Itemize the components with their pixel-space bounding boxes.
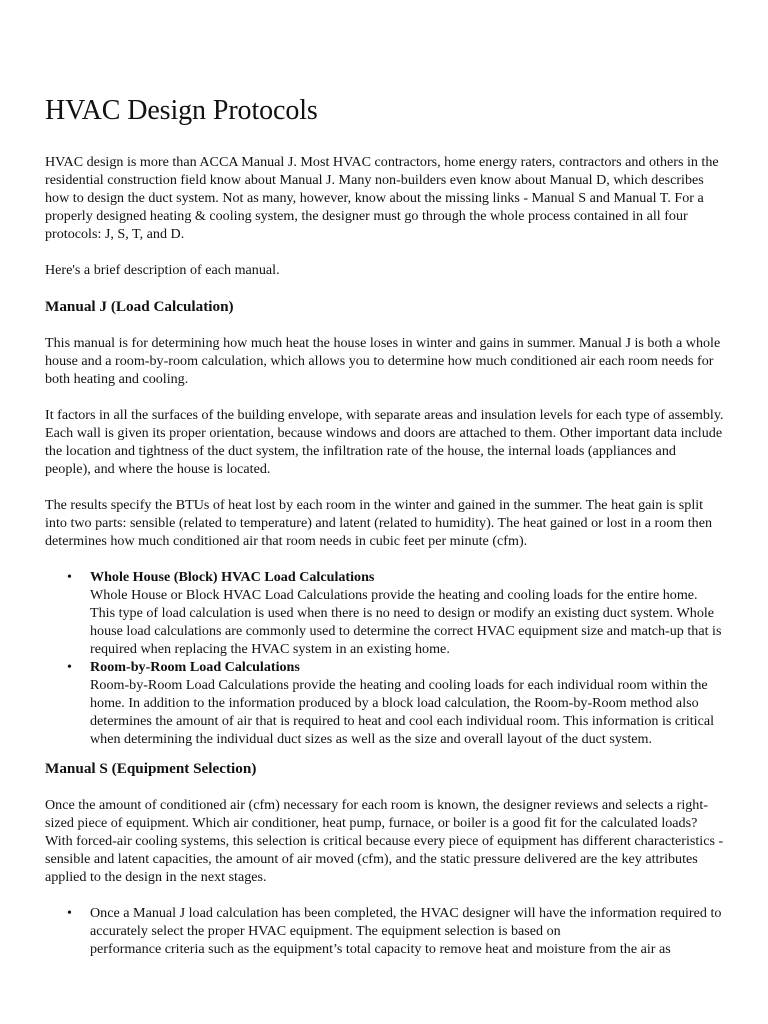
- manual-j-paragraph-1: This manual is for determining how much heat the house loses in winter and gains in summer. Manual J is both a whole house and a room-by-room calculation, which allows you to determine how much conditioned air each room needs for both heating and cooling.: [45, 335, 721, 387]
- manual-s-paragraph-1: Once the amount of conditioned air (cfm) necessary for each room is known, the designer reviews and selects a right-sized piece of equipment. Which air conditioner, heat pump, furnace, or boiler is a good fit for the calculated loads? With forced-air cooling systems, this selection is critical because every piece of equipment has different characteristics - sensible and latent capacities, the amount of air moved (cfm), and the static pressure delivered are the key attributes applied to the design in the next stages.: [45, 797, 724, 885]
- list-item: [45, 568, 725, 658]
- bullet-icon: •: [67, 659, 72, 675]
- manual-j-paragraph-2: It factors in all the surfaces of the building envelope, with separate areas and insulation levels for each type of assembly. Each wall is given its proper orientation, because windows and doors are attached to them. Other important data include the location and tightness of the duct system, the infiltration rate of the house, the internal loads (appliances and people), and where the house is located.: [45, 407, 724, 477]
- document-page: [45, 92, 725, 969]
- manual-s-heading: Manual S (Equipment Selection): [45, 760, 257, 777]
- page-title: HVAC Design Protocols: [45, 95, 318, 126]
- list-item: [45, 658, 725, 748]
- room-by-room-title: Room-by-Room Load Calculations: [90, 659, 300, 675]
- bullet-icon: •: [67, 905, 72, 921]
- manual-j-heading: Manual J (Load Calculation): [45, 298, 234, 315]
- intro-paragraph-2: Here's a brief description of each manual.: [45, 262, 280, 278]
- intro-paragraph-1: HVAC design is more than ACCA Manual J. Most HVAC contractors, home energy raters, contractors and others in the residential construction field know about Manual J. Many non-builders even know about Manual D, which describes how to design the duct system. Not as many, however, know about the missing links - Manual S and Manual T. For a properly designed heating & cooling system, the designer must go through the whole process contained in all four protocols: J, S, T, and D.: [45, 154, 719, 242]
- manual-s-bullet-list: [45, 904, 725, 958]
- manual-s-bullet-body: Once a Manual J load calculation has been completed, the HVAC designer will have the information required to accurately select the proper HVAC equipment. The equipment selection is based on: [90, 905, 722, 939]
- list-item: [45, 904, 725, 958]
- room-by-room-body: Room-by-Room Load Calculations provide the heating and cooling loads for each individual room within the home. In addition to the information produced by a block load calculation, the Room-by-Room method also determines the amount of air that is required to heat and cool each individual room. This information is critical when determining the individual duct sizes as well as the size and overall layout of the duct system.: [90, 677, 714, 747]
- manual-s-bullet-cut-line: performance criteria such as the equipment’s total capacity to remove heat and moisture from the air as: [90, 941, 671, 957]
- whole-house-title: Whole House (Block) HVAC Load Calculations: [90, 569, 375, 585]
- manual-j-paragraph-3: The results specify the BTUs of heat lost by each room in the winter and gained in the summer. The heat gain is split into two parts: sensible (related to temperature) and latent (related to humidity). The heat gained or lost in a room then determines how much conditioned air that room needs in cubic feet per minute (cfm).: [45, 497, 713, 549]
- whole-house-body: Whole House or Block HVAC Load Calculations provide the heating and cooling loads for the entire home. This type of load calculation is used when there is no need to design or modify an existing duct system. Whole house load calculations are commonly used to determine the correct HVAC equipment size and match-up that is required when replacing the HVAC system in an existing home.: [90, 587, 722, 657]
- bullet-icon: •: [67, 569, 72, 585]
- manual-j-bullet-list: [45, 568, 725, 748]
